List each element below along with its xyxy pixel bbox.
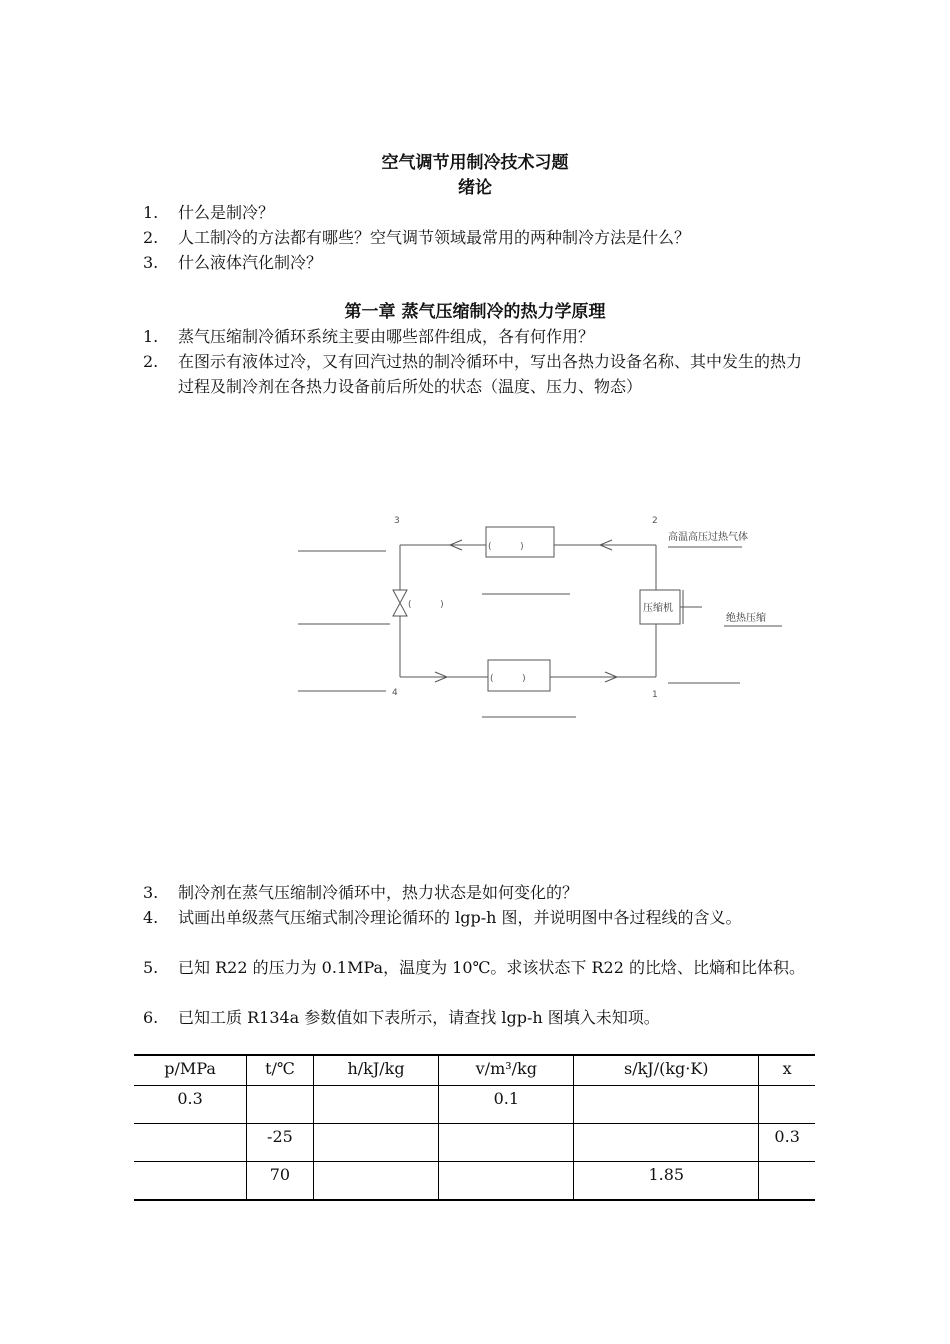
table-cell bbox=[313, 1086, 439, 1124]
table-row bbox=[134, 1086, 815, 1124]
point-label-4: 4 bbox=[392, 688, 398, 698]
list-item bbox=[143, 349, 813, 399]
table-row bbox=[134, 1124, 815, 1162]
item-text: 已知 R22 的压力为 0.1MPa，温度为 10℃。求该状态下 R22 的比焓、比熵和比体积。 bbox=[178, 958, 806, 977]
item-number: 3. bbox=[143, 883, 159, 902]
r134a-property-table bbox=[134, 1054, 815, 1201]
item-number: 3. bbox=[143, 253, 159, 272]
item-text: 什么是制冷？ bbox=[178, 203, 275, 222]
item-number: 1. bbox=[143, 203, 159, 222]
table-cell bbox=[313, 1162, 439, 1201]
table-cell bbox=[313, 1124, 439, 1162]
item-text: 制冷剂在蒸气压缩制冷循环中，热力状态是如何变化的？ bbox=[178, 883, 579, 902]
chapter-heading: 第一章 蒸气压缩制冷的热力学原理 bbox=[344, 302, 606, 322]
table-cell bbox=[574, 1124, 759, 1162]
table-cell: 1.85 bbox=[574, 1162, 759, 1201]
condenser-parens: ( ) bbox=[488, 542, 524, 552]
table-cell bbox=[439, 1162, 574, 1201]
item-number: 2. bbox=[143, 352, 159, 371]
section-heading-intro: 绪论 bbox=[458, 178, 492, 198]
refrigeration-cycle-diagram bbox=[290, 505, 800, 730]
document-title: 空气调节用制冷技术习题 bbox=[381, 153, 569, 173]
list-item bbox=[143, 880, 813, 905]
item-text: 人工制冷的方法都有哪些？空气调节领域最常用的两种制冷方法是什么？ bbox=[178, 228, 691, 247]
table-cell bbox=[759, 1086, 815, 1124]
item-number: 2. bbox=[143, 228, 159, 247]
item-text: 已知工质 R134a 参数值如下表所示，请查找 lgp-h 图填入未知项。 bbox=[178, 1008, 660, 1027]
evaporator-parens: ( ) bbox=[490, 674, 526, 684]
high-temp-gas-label: 高温高压过热气体 bbox=[668, 532, 748, 543]
table-cell: -25 bbox=[247, 1124, 313, 1162]
expansion-valve-top bbox=[393, 590, 407, 603]
table-cell bbox=[134, 1124, 247, 1162]
expansion-valve-bottom bbox=[393, 603, 407, 616]
column-header: p/MPa bbox=[134, 1055, 247, 1086]
table-cell bbox=[574, 1086, 759, 1124]
item-number: 1. bbox=[143, 327, 159, 346]
list-item bbox=[143, 250, 813, 275]
column-header: v/m³/kg bbox=[439, 1055, 574, 1086]
item-number: 4. bbox=[143, 908, 159, 927]
list-item bbox=[143, 905, 813, 930]
list-item bbox=[143, 200, 813, 225]
point-label-2: 2 bbox=[652, 516, 658, 526]
column-header: s/kJ/(kg·K) bbox=[574, 1055, 759, 1086]
table-row bbox=[134, 1162, 815, 1201]
list-item bbox=[143, 1005, 813, 1030]
table-cell bbox=[759, 1162, 815, 1201]
table-cell: 0.3 bbox=[759, 1124, 815, 1162]
valve-parens: ( ) bbox=[408, 600, 444, 610]
item-text: 什么液体汽化制冷？ bbox=[178, 253, 323, 272]
item-text: 试画出单级蒸气压缩式制冷理论循环的 lgp-h 图，并说明图中各过程线的含义。 bbox=[178, 908, 742, 927]
compressor-label: 压缩机 bbox=[643, 603, 673, 614]
table-header-row bbox=[134, 1055, 815, 1086]
table-cell: 70 bbox=[247, 1162, 313, 1201]
table-cell: 0.3 bbox=[134, 1086, 247, 1124]
point-label-3: 3 bbox=[394, 516, 400, 526]
column-header: t/℃ bbox=[247, 1055, 313, 1086]
adiabatic-compression-label: 绝热压缩 bbox=[726, 613, 766, 624]
column-header: x bbox=[759, 1055, 815, 1086]
item-text: 在图示有液体过冷，又有回汽过热的制冷循环中，写出各热力设备名称、其中发生的热力过程及制冷剂在各热力设备前后所处的状态（温度、压力、物态） bbox=[178, 352, 803, 396]
item-number: 6. bbox=[143, 1008, 159, 1027]
list-item bbox=[143, 225, 813, 250]
table-cell bbox=[247, 1086, 313, 1124]
item-number: 5. bbox=[143, 958, 159, 977]
table-cell: 0.1 bbox=[439, 1086, 574, 1124]
list-item bbox=[143, 324, 813, 349]
point-label-1: 1 bbox=[652, 690, 658, 700]
table-cell bbox=[134, 1162, 247, 1201]
table-cell bbox=[439, 1124, 574, 1162]
column-header: h/kJ/kg bbox=[313, 1055, 439, 1086]
list-item bbox=[143, 955, 813, 980]
item-text: 蒸气压缩制冷循环系统主要由哪些部件组成，各有何作用？ bbox=[178, 327, 595, 346]
